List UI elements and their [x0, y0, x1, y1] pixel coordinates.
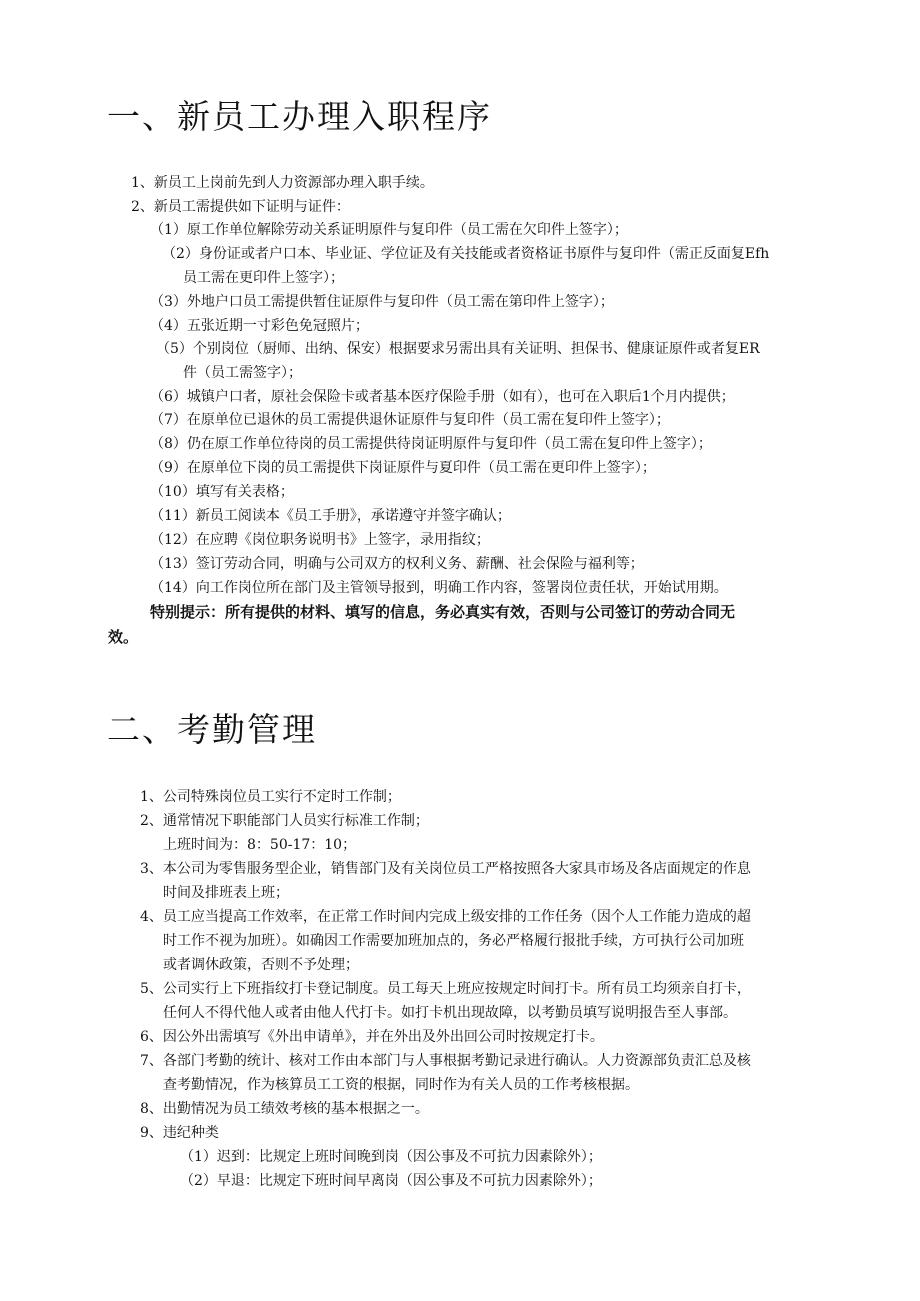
section2-line: （1）迟到：比规定上班时间晚到岗（因公事及不可抗力因素除外）；: [180, 1149, 602, 1165]
section1-line: （4）五张近期一寸彩色免冠照片；: [150, 318, 369, 334]
section1-line: （9）在原单位下岗的员工需提供下岗证原件与夏印件（员工需在更印件上签字）；: [150, 460, 656, 476]
section1-line: （10）填写有关表格；: [150, 484, 294, 500]
section2-line: 4、员工应当提高工作效率，在正常工作时间内完成上级安排的工作任务（因个人工作能力造成的超: [140, 909, 751, 925]
special-notice-continued: 效。: [108, 628, 139, 646]
section2-line: 查考勤情况，作为核算员工工资的根据，同时作为有关人员的工作考核根据。: [163, 1077, 639, 1093]
section2-line: 时工作不视为加班）。如确因工作需要加班加点的，务必严格履行报批手续，方可执行公司加班: [163, 933, 744, 949]
section2-line: 1、公司特殊岗位员工实行不定时工作制；: [140, 789, 401, 805]
section1-line: （12）在应聘《岗位职务说明书》上签字，录用指纹；: [150, 532, 490, 548]
section1-line: （14）向工作岗位所在部门及主管领导报到，明确工作内容，签署岗位责任状，开始试用期。: [150, 580, 728, 596]
section1-line: 件（员工需签字）；: [183, 365, 302, 381]
section1-line: 员工需在更印件上签字）；: [183, 270, 344, 286]
section2-line: 9、违纪种类: [140, 1125, 219, 1141]
section2-line: 5、公司实行上下班指纹打卡登记制度。员工每天上班应按规定时间打卡。所有员工均须亲自打卡，: [140, 981, 751, 997]
section2-line: 或者调休政策，否则不予处理；: [163, 957, 359, 973]
section2-line: （2）早退：比规定下班时间早离岗（因公事及不可抗力因素除外）；: [180, 1173, 602, 1189]
section2-line: 6、因公外出需填写《外出申请单》，并在外出及外出回公司时按规定打卡。: [140, 1029, 604, 1045]
section2-title: 二、考勤管理: [107, 710, 317, 749]
section1-line: （6）城镇户口者，原社会保险卡或者基本医疗保险手册（如有），也可在入职后1个月内提供；: [150, 389, 735, 405]
section1-line: （8）仍在原工作单位待岗的员工需提供待岗证明原件与复印件（员工需在复印件上签字）；: [150, 436, 712, 452]
section2-line: 7、各部门考勤的统计、核对工作由本部门与人事根据考勤记录进行确认。人力资源部负责汇总及核: [140, 1053, 751, 1069]
section1-line: （11）新员工阅读本《员工手册》，承诺遵守并签字确认；: [150, 508, 511, 524]
section1-line: （5）个别岗位（厨师、出纳、保安）根据要求另需出具有关证明、担保书、健康证原件或者复ER: [156, 341, 760, 357]
section1-line: 2、新员工需提供如下证明与证件：: [131, 199, 350, 215]
section1-line: （1）原工作单位解除劳动关系证明原件与复印件（员工需在欠印件上签字）；: [150, 222, 628, 238]
section1-line: （7）在原单位已退休的员工需提供退休证原件与复印件（员工需在复印件上签字）；: [150, 412, 670, 428]
section1-line: （3）外地户口员工需提供暂住证原件与复印件（员工需在第印件上签字）；: [150, 294, 614, 310]
section1-line: （2）身份证或者户口本、毕业证、学位证及有关技能或者资格证书原件与复印件（需正反面复Efh: [162, 246, 770, 262]
section2-line: 时间及排班表上班；: [163, 885, 289, 901]
section2-line: 8、出勤情况为员工绩效考核的基本根据之一。: [140, 1101, 429, 1117]
section1-line: 1、新员工上岗前先到人力资源部办理入职手续。: [131, 175, 434, 191]
section2-line: 任何人不得代他人或者由他人代打卡。如打卡机出现故障，以考勤员填写说明报告至人事部。: [163, 1005, 737, 1021]
section2-line: 2、通常情况下职能部门人员实行标准工作制；: [140, 813, 429, 829]
section2-line: 3、本公司为零售服务型企业，销售部门及有关岗位员工严格按照各大家具市场及各店面规定的作息: [140, 861, 751, 877]
special-notice: 特别提示：所有提供的材料、填写的信息，务必真实有效，否则与公司签订的劳动合同无: [150, 603, 736, 621]
section2-line: 上班时间为：8：50-17：10；: [163, 837, 357, 853]
section1-line: （13）签订劳动合同，明确与公司双方的权利义务、薪酬、社会保险与福利等；: [150, 556, 644, 572]
section1-title: 一、新员工办理入职程序: [107, 97, 492, 136]
